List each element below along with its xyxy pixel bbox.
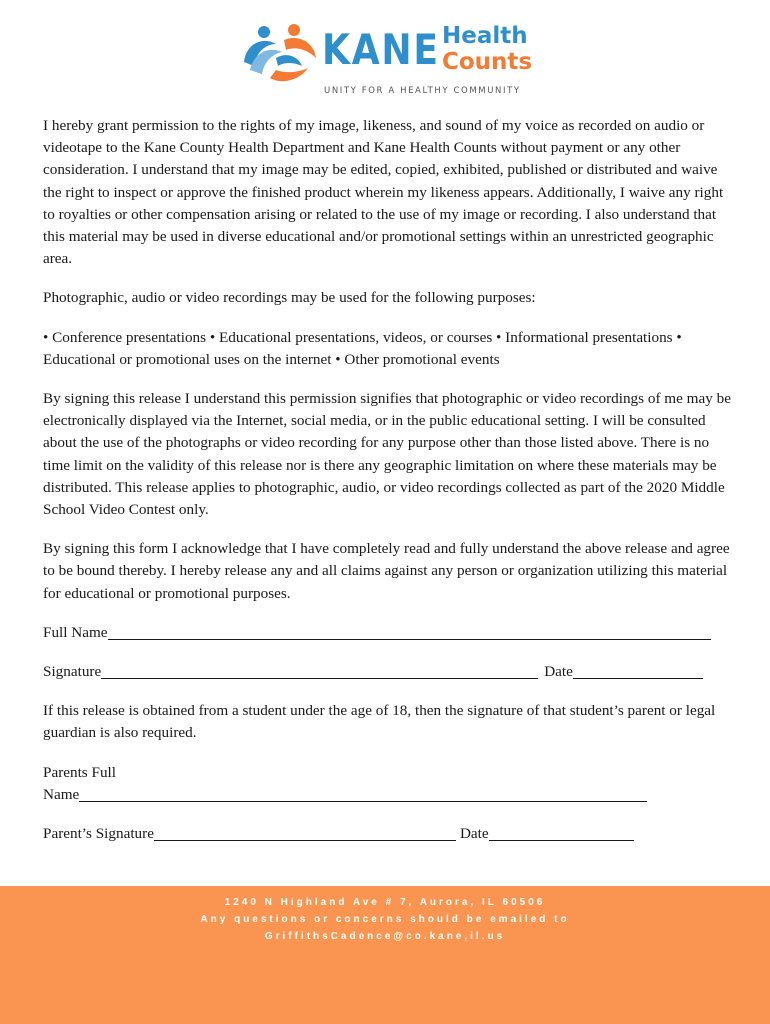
purposes-intro: Photographic, audio or video recordings may be used for the following purposes:	[43, 289, 536, 307]
purposes-list: • Conference presentations • Educational presentations, videos, or courses • Informational presentations • Educational or promotional uses on the internet • Other promotional events	[43, 328, 682, 368]
parent-date-label: Date	[459, 825, 489, 843]
kane-health-counts-logo	[236, 20, 536, 104]
date-field[interactable]	[573, 663, 703, 679]
signature-field[interactable]	[101, 663, 538, 679]
full-name-row	[43, 622, 731, 644]
footer-email: GriffithsCadence@co.kane,il.us	[264, 931, 506, 942]
permission-paragraph: I hereby grant permission to the rights of my image, likeness, and sound of my voice as recorded on audio or videotape to the Kane County Health Department and Kane Health Counts without payment or any other consideration. I understand that my image may be edited, copied, exhibited, published or distributed and waive the right to inspect or approve the finished product wherein my likeness appears. Additionally, I waive any right to royalties or other compensation arising or related to the use of my image or recording. I also understand that this material may be used in diverse educational and/or promotional settings within an unrestricted geographic area.	[43, 117, 724, 268]
full-name-field[interactable]	[108, 624, 711, 640]
parent-date-field[interactable]	[489, 825, 634, 841]
parents-full-name-row	[43, 762, 731, 806]
footer-bar	[0, 886, 770, 1024]
logo-wordmark: KANE	[322, 25, 440, 74]
signing-release-paragraph: By signing this release I understand this permission signifies that photographic or video recordings of me may be electronically displayed via the Internet, social media, or in the public educational setting. I will be consulted about the use of the photographs or video recording for any purpose other than those listed above. There is no time limit on the validity of this release nor is there any geographic limitation on where these materials may be distributed. This release applies to photographic, audio, or video recordings collected as part of the 2020 Middle School Video Contest only.	[43, 390, 731, 519]
parents-name-label: Name	[43, 785, 80, 803]
logo-counts: Counts	[442, 49, 533, 75]
parent-signature-field[interactable]	[154, 825, 456, 841]
parent-signature-label: Parent’s Signature	[43, 825, 154, 843]
logo-health: Health	[442, 23, 528, 49]
parents-full-name-field[interactable]	[79, 786, 647, 802]
parent-signature-row	[43, 823, 731, 845]
release-form-body	[43, 115, 731, 862]
footer-address: 1240 N Highland Ave # 7, Aurora, IL 60506	[224, 897, 546, 908]
date-label: Date	[544, 663, 573, 681]
full-name-label: Full Name	[43, 623, 108, 641]
minor-notice-paragraph: If this release is obtained from a student under the age of 18, then the signature of that student’s parent or legal guardian is also required.	[43, 702, 716, 742]
header	[0, 0, 770, 110]
signature-label: Signature	[43, 663, 102, 681]
footer-note: Any questions or concerns should be emailed to	[200, 914, 570, 925]
logo-tagline: UNITY FOR A HEALTHY COMMUNITY	[324, 86, 521, 96]
signature-row	[43, 661, 731, 683]
parents-full-label: Parents Full	[43, 763, 116, 781]
acknowledgement-paragraph: By signing this form I acknowledge that I have completely read and fully understand the above release and agree to be bound thereby. I hereby release any and all claims against any person or organization utilizing this material for educational or promotional purposes.	[43, 540, 730, 602]
people-circle-icon	[236, 22, 326, 86]
